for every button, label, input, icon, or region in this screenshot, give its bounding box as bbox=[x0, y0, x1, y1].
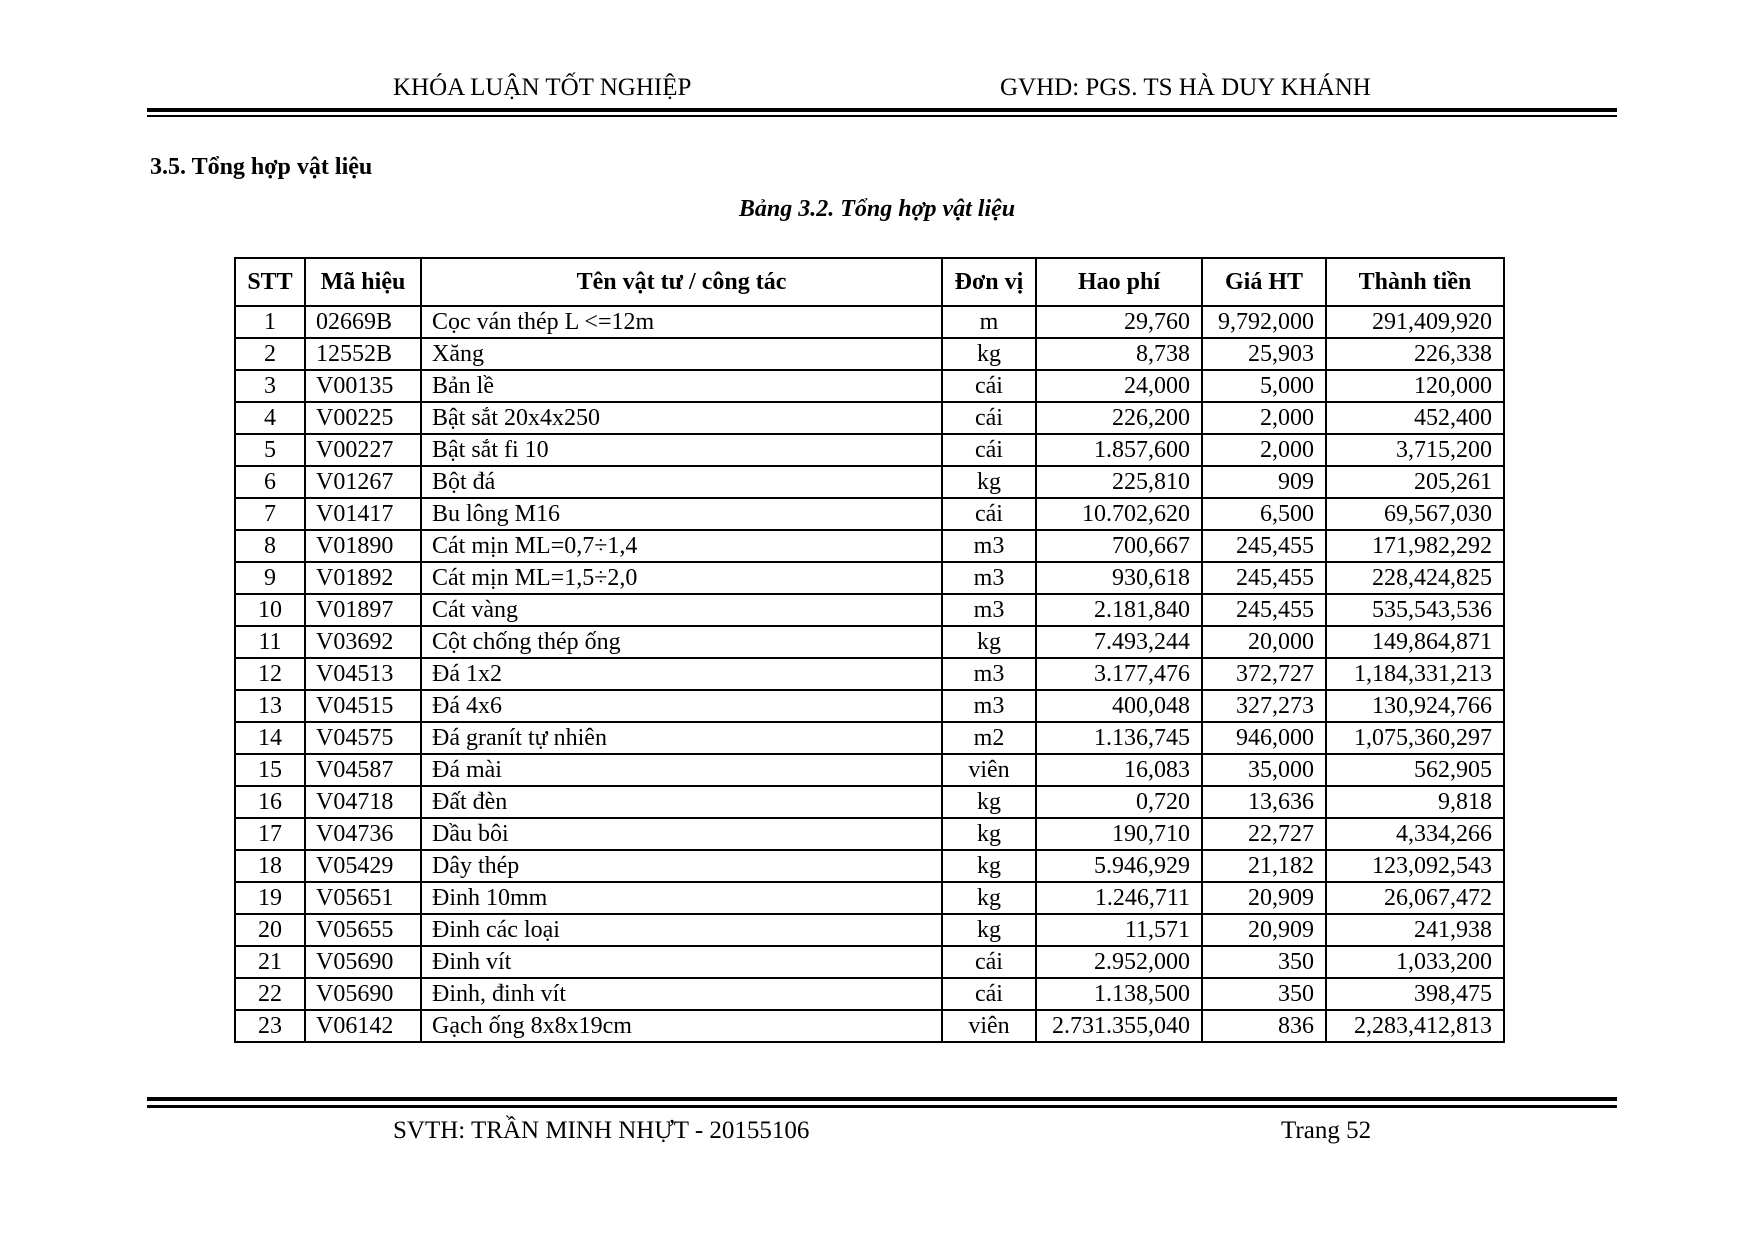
cell-price: 22,727 bbox=[1202, 818, 1326, 850]
table-row bbox=[235, 690, 1504, 722]
cell-total: 3,715,200 bbox=[1326, 434, 1504, 466]
cell-price: 25,903 bbox=[1202, 338, 1326, 370]
cell-name: Cát vàng bbox=[421, 594, 942, 626]
cell-total: 120,000 bbox=[1326, 370, 1504, 402]
cell-stt: 13 bbox=[235, 690, 305, 722]
cell-code: V04587 bbox=[305, 754, 421, 786]
cell-stt: 5 bbox=[235, 434, 305, 466]
col-header-name: Tên vật tư / công tác bbox=[421, 258, 942, 306]
cell-price: 836 bbox=[1202, 1010, 1326, 1042]
footer-left: SVTH: TRẦN MINH NHỰT - 20155106 bbox=[393, 1117, 810, 1144]
cell-unit: cái bbox=[942, 370, 1036, 402]
cell-unit: m3 bbox=[942, 690, 1036, 722]
cell-unit: cái bbox=[942, 498, 1036, 530]
cell-stt: 22 bbox=[235, 978, 305, 1010]
cell-quantity: 2.731.355,040 bbox=[1036, 1010, 1202, 1042]
cell-name: Đá 1x2 bbox=[421, 658, 942, 690]
cell-code: V03692 bbox=[305, 626, 421, 658]
materials-table bbox=[234, 257, 1505, 1043]
cell-total: 1,075,360,297 bbox=[1326, 722, 1504, 754]
header-left: KHÓA LUẬN TỐT NGHIỆP bbox=[393, 74, 692, 101]
cell-stt: 10 bbox=[235, 594, 305, 626]
cell-quantity: 1.857,600 bbox=[1036, 434, 1202, 466]
cell-code: V04575 bbox=[305, 722, 421, 754]
cell-name: Đinh các loại bbox=[421, 914, 942, 946]
cell-unit: kg bbox=[942, 338, 1036, 370]
cell-quantity: 1.246,711 bbox=[1036, 882, 1202, 914]
cell-name: Đất đèn bbox=[421, 786, 942, 818]
cell-name: Cát mịn ML=1,5÷2,0 bbox=[421, 562, 942, 594]
cell-quantity: 700,667 bbox=[1036, 530, 1202, 562]
cell-total: 205,261 bbox=[1326, 466, 1504, 498]
cell-code: V05429 bbox=[305, 850, 421, 882]
table-row bbox=[235, 818, 1504, 850]
cell-stt: 4 bbox=[235, 402, 305, 434]
cell-name: Dầu bôi bbox=[421, 818, 942, 850]
cell-price: 20,000 bbox=[1202, 626, 1326, 658]
col-header-unit: Đơn vị bbox=[942, 258, 1036, 306]
cell-code: V05651 bbox=[305, 882, 421, 914]
cell-price: 2,000 bbox=[1202, 402, 1326, 434]
page-number: Trang 52 bbox=[1281, 1117, 1372, 1144]
cell-total: 241,938 bbox=[1326, 914, 1504, 946]
cell-total: 26,067,472 bbox=[1326, 882, 1504, 914]
cell-unit: cái bbox=[942, 402, 1036, 434]
cell-price: 2,000 bbox=[1202, 434, 1326, 466]
table-caption: Bảng 3.2. Tổng hợp vật liệu bbox=[738, 196, 1016, 222]
cell-code: V04718 bbox=[305, 786, 421, 818]
col-header-stt: STT bbox=[235, 258, 305, 306]
cell-name: Bật sắt 20x4x250 bbox=[421, 402, 942, 434]
cell-total: 149,864,871 bbox=[1326, 626, 1504, 658]
cell-total: 1,184,331,213 bbox=[1326, 658, 1504, 690]
table-row bbox=[235, 338, 1504, 370]
cell-price: 245,455 bbox=[1202, 530, 1326, 562]
cell-price: 909 bbox=[1202, 466, 1326, 498]
cell-stt: 8 bbox=[235, 530, 305, 562]
table-header-row bbox=[235, 258, 1504, 306]
cell-total: 69,567,030 bbox=[1326, 498, 1504, 530]
cell-unit: kg bbox=[942, 882, 1036, 914]
cell-quantity: 1.138,500 bbox=[1036, 978, 1202, 1010]
cell-stt: 21 bbox=[235, 946, 305, 978]
cell-unit: m2 bbox=[942, 722, 1036, 754]
cell-total: 228,424,825 bbox=[1326, 562, 1504, 594]
cell-stt: 1 bbox=[235, 306, 305, 338]
cell-unit: cái bbox=[942, 978, 1036, 1010]
cell-name: Dây thép bbox=[421, 850, 942, 882]
col-header-code: Mã hiệu bbox=[305, 258, 421, 306]
cell-unit: m3 bbox=[942, 658, 1036, 690]
cell-price: 20,909 bbox=[1202, 914, 1326, 946]
cell-quantity: 2.181,840 bbox=[1036, 594, 1202, 626]
cell-unit: cái bbox=[942, 434, 1036, 466]
table-row bbox=[235, 946, 1504, 978]
table-row bbox=[235, 914, 1504, 946]
cell-code: V00225 bbox=[305, 402, 421, 434]
table-row bbox=[235, 722, 1504, 754]
cell-code: V04515 bbox=[305, 690, 421, 722]
cell-stt: 17 bbox=[235, 818, 305, 850]
cell-name: Cát mịn ML=0,7÷1,4 bbox=[421, 530, 942, 562]
table-row bbox=[235, 754, 1504, 786]
cell-quantity: 5.946,929 bbox=[1036, 850, 1202, 882]
cell-name: Đá 4x6 bbox=[421, 690, 942, 722]
cell-unit: kg bbox=[942, 850, 1036, 882]
cell-name: Xăng bbox=[421, 338, 942, 370]
cell-quantity: 24,000 bbox=[1036, 370, 1202, 402]
table-row bbox=[235, 626, 1504, 658]
cell-total: 123,092,543 bbox=[1326, 850, 1504, 882]
cell-total: 226,338 bbox=[1326, 338, 1504, 370]
cell-unit: m3 bbox=[942, 530, 1036, 562]
cell-price: 20,909 bbox=[1202, 882, 1326, 914]
cell-code: V05690 bbox=[305, 946, 421, 978]
col-header-price: Giá HT bbox=[1202, 258, 1326, 306]
cell-total: 9,818 bbox=[1326, 786, 1504, 818]
cell-name: Bột đá bbox=[421, 466, 942, 498]
col-header-quantity: Hao phí bbox=[1036, 258, 1202, 306]
cell-quantity: 11,571 bbox=[1036, 914, 1202, 946]
col-header-total: Thành tiền bbox=[1326, 258, 1504, 306]
cell-stt: 20 bbox=[235, 914, 305, 946]
cell-total: 535,543,536 bbox=[1326, 594, 1504, 626]
cell-price: 327,273 bbox=[1202, 690, 1326, 722]
cell-price: 350 bbox=[1202, 946, 1326, 978]
cell-quantity: 190,710 bbox=[1036, 818, 1202, 850]
cell-quantity: 0,720 bbox=[1036, 786, 1202, 818]
cell-unit: kg bbox=[942, 818, 1036, 850]
cell-name: Đá mài bbox=[421, 754, 942, 786]
cell-code: V00135 bbox=[305, 370, 421, 402]
cell-total: 130,924,766 bbox=[1326, 690, 1504, 722]
cell-price: 21,182 bbox=[1202, 850, 1326, 882]
cell-total: 171,982,292 bbox=[1326, 530, 1504, 562]
cell-code: 12552B bbox=[305, 338, 421, 370]
cell-total: 452,400 bbox=[1326, 402, 1504, 434]
cell-stt: 15 bbox=[235, 754, 305, 786]
footer-rule bbox=[147, 1097, 1617, 1110]
cell-price: 245,455 bbox=[1202, 562, 1326, 594]
table-row bbox=[235, 850, 1504, 882]
cell-total: 398,475 bbox=[1326, 978, 1504, 1010]
cell-total: 4,334,266 bbox=[1326, 818, 1504, 850]
section-title: 3.5. Tổng hợp vật liệu bbox=[150, 154, 373, 180]
cell-quantity: 7.493,244 bbox=[1036, 626, 1202, 658]
cell-stt: 9 bbox=[235, 562, 305, 594]
cell-name: Bật sắt fi 10 bbox=[421, 434, 942, 466]
cell-stt: 11 bbox=[235, 626, 305, 658]
cell-code: V04513 bbox=[305, 658, 421, 690]
table-row bbox=[235, 498, 1504, 530]
cell-quantity: 930,618 bbox=[1036, 562, 1202, 594]
cell-code: V00227 bbox=[305, 434, 421, 466]
cell-total: 1,033,200 bbox=[1326, 946, 1504, 978]
cell-quantity: 1.136,745 bbox=[1036, 722, 1202, 754]
table-row bbox=[235, 402, 1504, 434]
table-row bbox=[235, 530, 1504, 562]
cell-code: V01267 bbox=[305, 466, 421, 498]
cell-stt: 12 bbox=[235, 658, 305, 690]
cell-quantity: 8,738 bbox=[1036, 338, 1202, 370]
cell-quantity: 16,083 bbox=[1036, 754, 1202, 786]
cell-unit: kg bbox=[942, 914, 1036, 946]
table-row bbox=[235, 466, 1504, 498]
cell-code: 02669B bbox=[305, 306, 421, 338]
cell-code: V01897 bbox=[305, 594, 421, 626]
cell-name: Gạch ống 8x8x19cm bbox=[421, 1010, 942, 1042]
cell-unit: m bbox=[942, 306, 1036, 338]
cell-code: V01892 bbox=[305, 562, 421, 594]
cell-price: 5,000 bbox=[1202, 370, 1326, 402]
cell-quantity: 10.702,620 bbox=[1036, 498, 1202, 530]
cell-code: V05690 bbox=[305, 978, 421, 1010]
cell-total: 562,905 bbox=[1326, 754, 1504, 786]
cell-quantity: 400,048 bbox=[1036, 690, 1202, 722]
table-row bbox=[235, 306, 1504, 338]
header-right: GVHD: PGS. TS HÀ DUY KHÁNH bbox=[1000, 74, 1371, 101]
cell-quantity: 226,200 bbox=[1036, 402, 1202, 434]
cell-unit: kg bbox=[942, 786, 1036, 818]
cell-name: Bu lông M16 bbox=[421, 498, 942, 530]
cell-code: V01417 bbox=[305, 498, 421, 530]
table-row bbox=[235, 658, 1504, 690]
cell-price: 372,727 bbox=[1202, 658, 1326, 690]
table-row bbox=[235, 562, 1504, 594]
cell-stt: 7 bbox=[235, 498, 305, 530]
cell-price: 35,000 bbox=[1202, 754, 1326, 786]
cell-stt: 19 bbox=[235, 882, 305, 914]
cell-unit: cái bbox=[942, 946, 1036, 978]
cell-price: 350 bbox=[1202, 978, 1326, 1010]
table-row bbox=[235, 1010, 1504, 1042]
cell-name: Cột chống thép ống bbox=[421, 626, 942, 658]
cell-stt: 6 bbox=[235, 466, 305, 498]
cell-unit: viên bbox=[942, 754, 1036, 786]
cell-stt: 18 bbox=[235, 850, 305, 882]
cell-unit: viên bbox=[942, 1010, 1036, 1042]
cell-unit: m3 bbox=[942, 562, 1036, 594]
cell-stt: 3 bbox=[235, 370, 305, 402]
cell-code: V04736 bbox=[305, 818, 421, 850]
cell-name: Đinh 10mm bbox=[421, 882, 942, 914]
cell-name: Cọc ván thép L <=12m bbox=[421, 306, 942, 338]
cell-quantity: 3.177,476 bbox=[1036, 658, 1202, 690]
cell-stt: 2 bbox=[235, 338, 305, 370]
cell-price: 245,455 bbox=[1202, 594, 1326, 626]
cell-name: Đinh vít bbox=[421, 946, 942, 978]
cell-quantity: 2.952,000 bbox=[1036, 946, 1202, 978]
table-row bbox=[235, 978, 1504, 1010]
cell-unit: kg bbox=[942, 626, 1036, 658]
cell-name: Đá granít tự nhiên bbox=[421, 722, 942, 754]
cell-stt: 23 bbox=[235, 1010, 305, 1042]
table-row bbox=[235, 434, 1504, 466]
cell-code: V06142 bbox=[305, 1010, 421, 1042]
cell-quantity: 29,760 bbox=[1036, 306, 1202, 338]
cell-price: 946,000 bbox=[1202, 722, 1326, 754]
cell-code: V01890 bbox=[305, 530, 421, 562]
table-row bbox=[235, 882, 1504, 914]
cell-code: V05655 bbox=[305, 914, 421, 946]
cell-total: 2,283,412,813 bbox=[1326, 1010, 1504, 1042]
header-rule bbox=[147, 108, 1617, 121]
cell-name: Đinh, đinh vít bbox=[421, 978, 942, 1010]
cell-stt: 16 bbox=[235, 786, 305, 818]
cell-quantity: 225,810 bbox=[1036, 466, 1202, 498]
cell-name: Bản lề bbox=[421, 370, 942, 402]
cell-total: 291,409,920 bbox=[1326, 306, 1504, 338]
cell-unit: kg bbox=[942, 466, 1036, 498]
cell-stt: 14 bbox=[235, 722, 305, 754]
table-row bbox=[235, 370, 1504, 402]
cell-price: 6,500 bbox=[1202, 498, 1326, 530]
table-row bbox=[235, 786, 1504, 818]
cell-unit: m3 bbox=[942, 594, 1036, 626]
table-row bbox=[235, 594, 1504, 626]
cell-price: 13,636 bbox=[1202, 786, 1326, 818]
cell-price: 9,792,000 bbox=[1202, 306, 1326, 338]
